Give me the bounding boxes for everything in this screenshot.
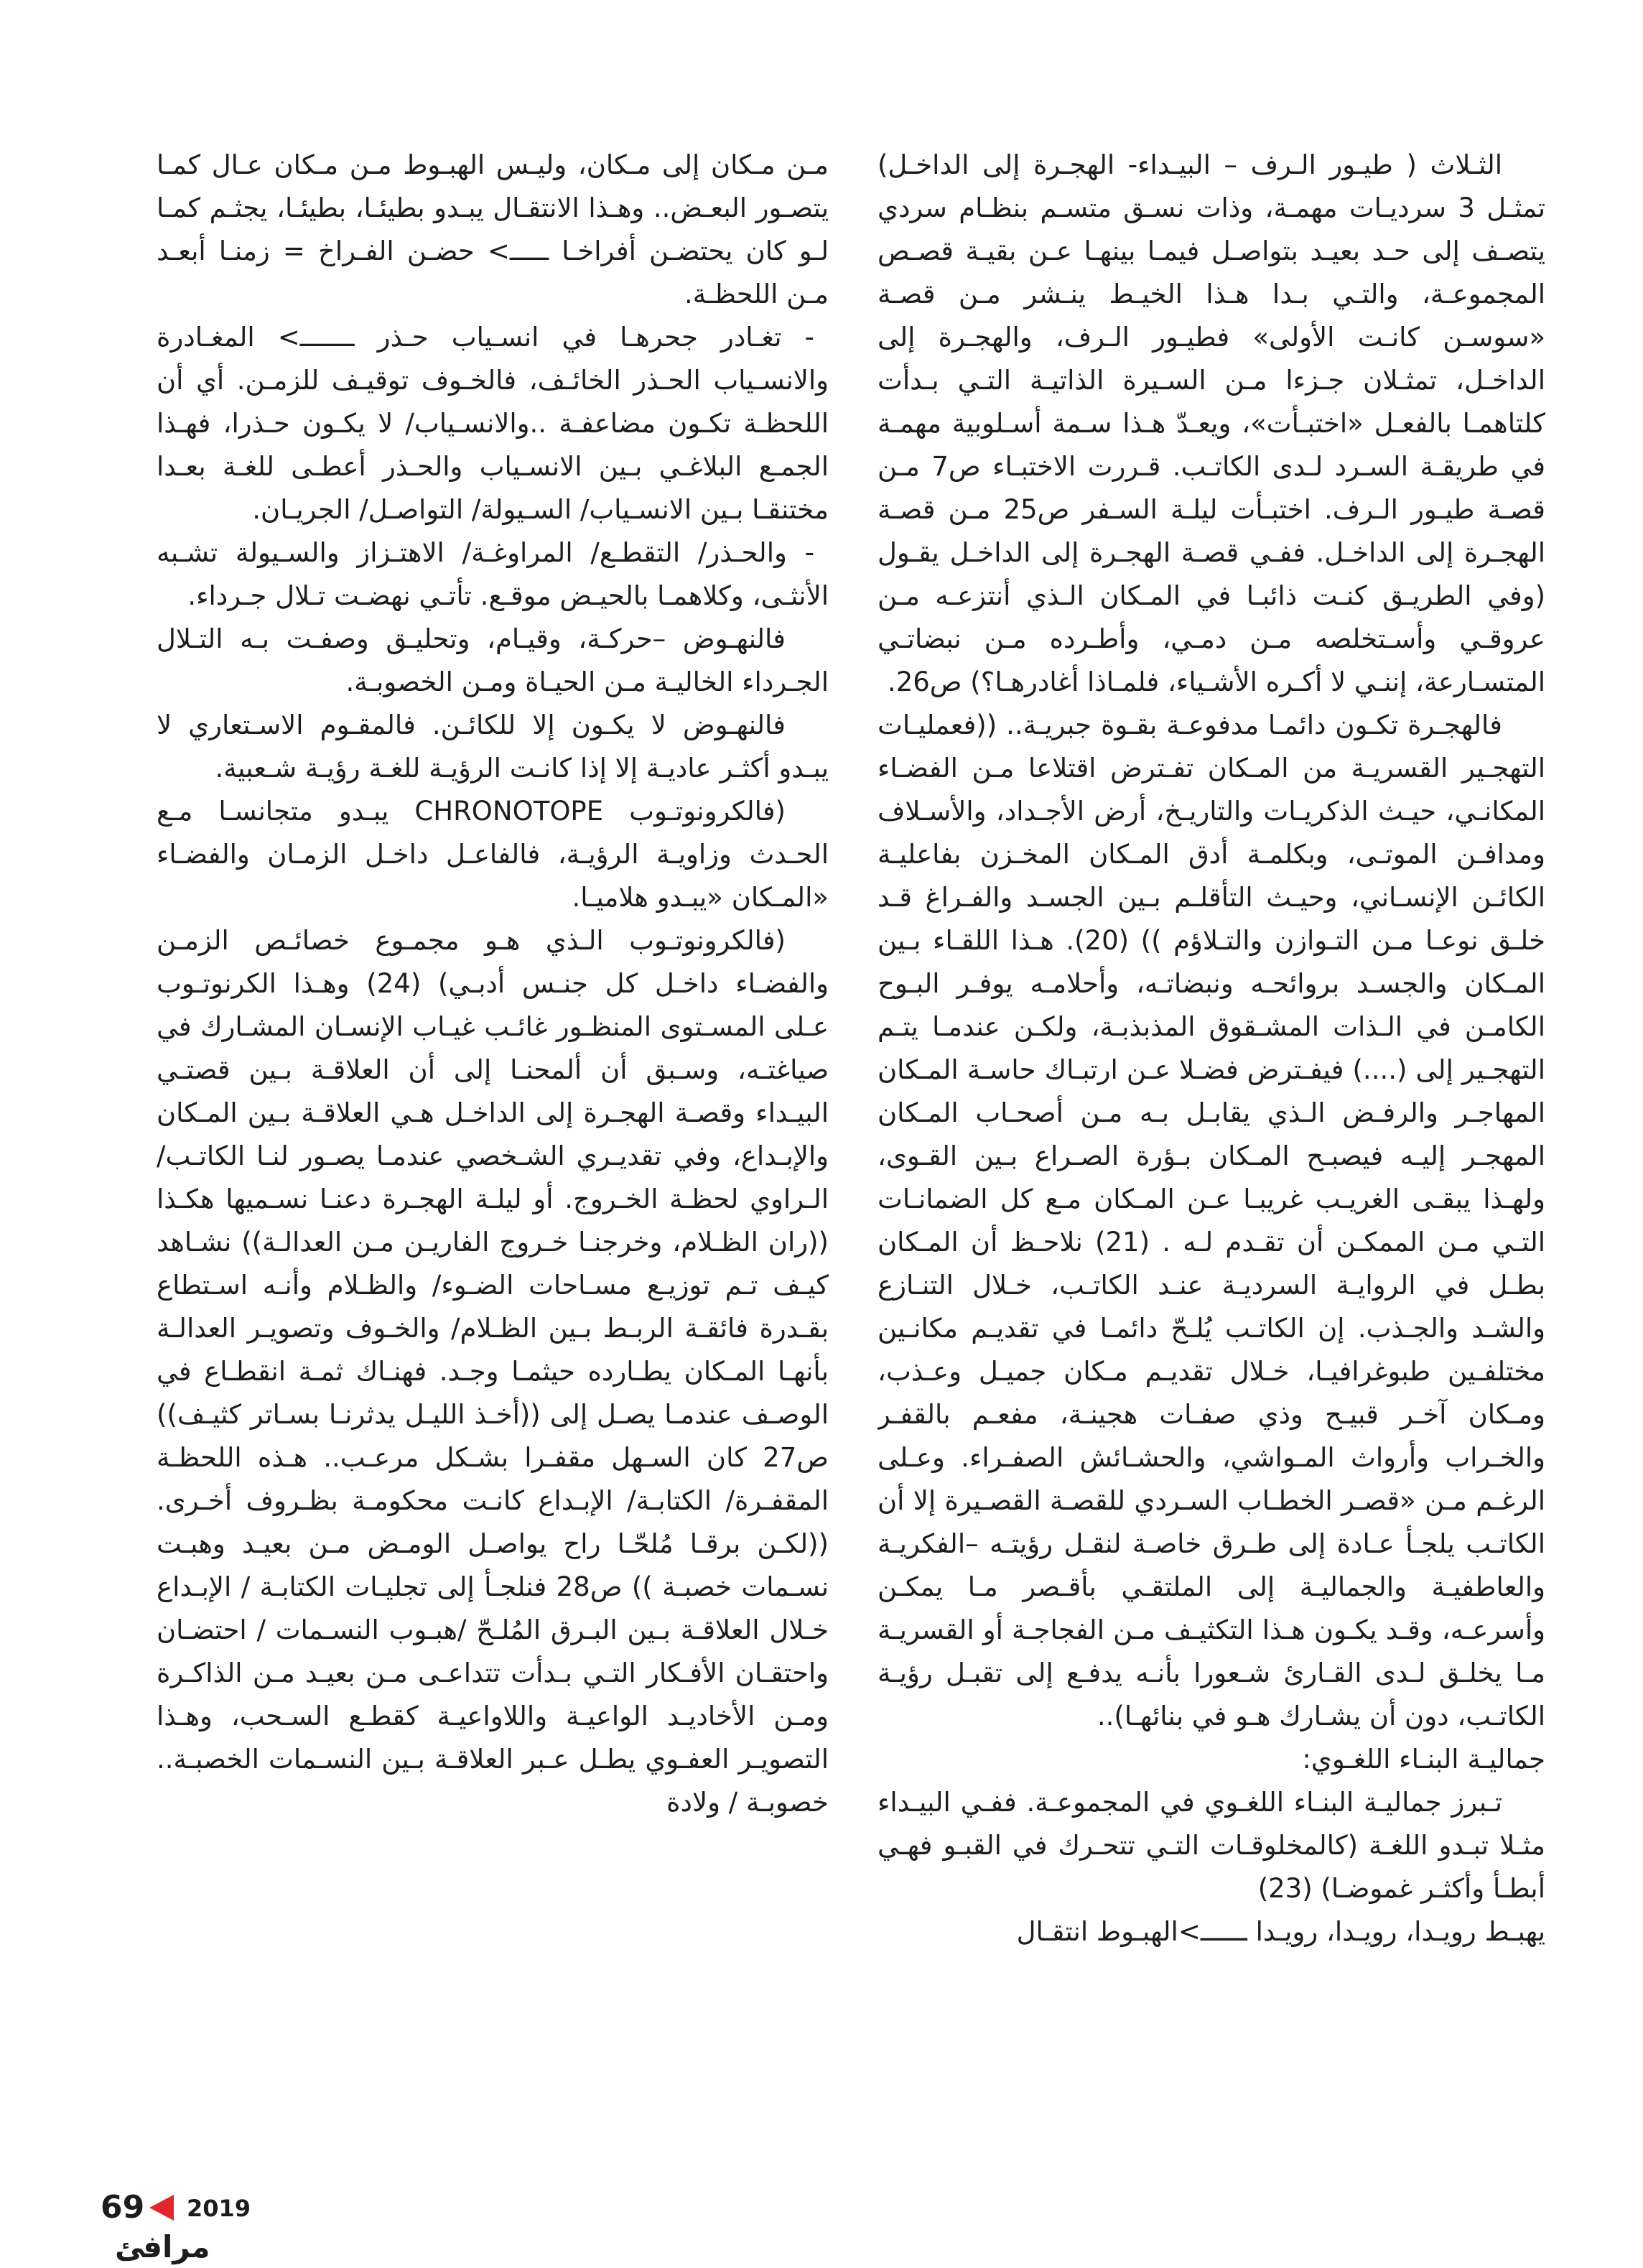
paragraph: فالهجـرة تكـون دائمـا مدفوعـة بقـوة جبريـة.. ((فعمليـات التهجـير القسريـة من المـكان تفـترض اقتلاعا مـن الفضـاء المكانـي، حيـث الذكريـات والتاريـخ، أرض الأجـداد، والأسـلاف ومدافـن الموتـى، وبكلمـة أدق المـكان المخـزن بفاعليـة الكائـن الإنسـاني، وحيـث التأقلـم بـين الجسـد والفـراغ قـد خلـق نوعـا مـن التـوازن والتـلاؤم )) (20). هـذا اللقـاء بـين المـكان والجسـد بروائحـه ونبضاتـه، وأحلامـه يوفـر البـوح الكامـن في الـذات المشـقوق المذبذبـة، ولكـن عندمـا يتـم التهجـير إلى (....) فيفـترض فضـلا عـن ارتبـاك حاسـة المـكان المهاجـر والرفـض الـذي يقابـل بـه مـن أصحـاب المـكان المهجـر إليـه فيصبـح المـكان بـؤرة الصـراع بـين القـوى، ولهـذا يبقـى الغريـب غريبـا عـن المـكان مـع كل الضمانـات التـي مـن الممكـن أن تقـدم لـه . (21) نلاحـظ أن المـكان بطـل في الروايـة السرديـة عنـد الكاتـب، خـلال التنـازع والشـد والجـذب. إن الكاتـب يُلـحّ دائمـا في تقديـم مكانـين مختلفـين طبوغرافيـا، خـلال تقديـم مـكان جميـل وعـذب، ومـكان آخـر قبيـح وذي صفـات هجينـة، مفعـم بالقفـر والخـراب وأرواث المـواشي، والحشـائش الصفـراء. وعـلى الرغـم مـن «قصـر الخطـاب السـردي للقصـة القصـيرة إلا أن الكاتـب يلجـأ عـادة إلى طـرق خاصـة لنقـل رؤيتـه –الفكريـة والعاطفيـة والجماليـة إلى الملتقـي بأقـصر مـا يمكـن وأسرعـه، وقـد يكـون هـذا التكثيـف مـن الفجاجـة أو القسريـة مـا يخلـق لـدى القـارئ شـعورا بأنـه يدفـع إلى تقبـل رؤيـة الكاتـب، دون أن يشـارك هـو في بنائهـا).. bbox=[878, 710, 1545, 1732]
paragraph: يهبـط رويـدا، رويـدا، رويـدا ــــــ>الهبـوط انتقـال bbox=[1016, 1916, 1545, 1947]
article-column-right bbox=[878, 144, 1545, 2083]
page-number: 69 bbox=[101, 2189, 145, 2226]
section-heading: جماليـة البنـاء اللغـوي: bbox=[1302, 1744, 1545, 1775]
article-column-left bbox=[157, 144, 829, 2083]
page-footer bbox=[72, 2189, 359, 2268]
paragraph: فالنهـوض لا يكـون إلا للكائـن. فالمقـوم الاسـتعاري لا يبـدو أكثـر عاديـة إلا إذا كانـت الرؤيـة للغـة رؤيـة شـعبية. bbox=[157, 710, 829, 784]
paragraph: - والحـذر/ التقطـع/ المراوغـة/ الاهتـزاز والسـيولة تشـبه الأنثـى، وكلاهمـا بالحيـض موقـع. تأتـي نهضـت تـلال جـرداء. bbox=[157, 537, 829, 611]
paragraph: تـبرز جماليـة البنـاء اللغـوي في المجموعـة. ففـي البيـداء مثـلا تبـدو اللغـة (كالمخلوقـات التـي تتحـرك في القبـو فهـي أبطـأ وأكثـر غموضـا) (23) bbox=[878, 1787, 1545, 1904]
paragraph: - تغـادر جحرهـا في انسـياب حـذر ـــــــ> المغـادرة والانسـياب الحـذر الخائـف، فالخـوف توقيـف للزمـن. أي أن اللحظـة تكـون مضاعفـة ..والانسـياب/ لا يكـون حـذرا، فهـذا الجمـع البلاغـي بـين الانسـياب والحـذر أعطـى للغـة بعـدا مختنقـا بـين الانسـياب/ السـيولة/ التواصـل/ الجريـان. bbox=[157, 322, 829, 525]
red-triangle-icon bbox=[149, 2195, 174, 2221]
paragraph: الثـلاث ( طيـور الـرف – البيـداء- الهجـرة إلى الداخـل) تمثـل 3 سرديـات مهمـة، وذات نسـق متسـم بنظـام سردي يتصـف إلى حـد بعيـد بتواصـل فيمـا بينهـا عـن بقيـة قصـص المجموعـة، والتـي بـدا هـذا الخيـط ينـشر مـن قصـة «سوسـن كانـت الأولى» فطيـور الـرف، والهجـرة إلى الداخـل، تمثـلان جـزءا مـن السـيرة الذاتيـة التـي بـدأت كلتاهمـا بالفعـل «اختبـأت»، ويعـدّ هـذا سـمة أسـلوبية مهمـة في طريقـة السـرد لـدى الكاتـب. قـررت الاختبـاء ص7 مـن قصـة طيـور الـرف. اختبـأت ليلـة السـفر ص25 مـن قصـة الهجـرة إلى الداخـل. ففـي قصـة الهجـرة إلى الداخـل يقـول (وفي الطريـق كنـت ذائبـا في المـكان الـذي أنتزعـه مـن عروقـي وأسـتخلصه مـن دمـي، وأطـرده مـن نبضاتـي المتسـارعة، إننـي لا أكـره الأشـياء، فلمـاذا أغادرهـا؟) ص26. bbox=[878, 149, 1545, 697]
paragraph: (فالكرونوتـوب الـذي هـو مجمـوع خصائـص الزمـن والفضـاء داخـل كل جنـس أدبـي) (24) وهـذا الكرنوتـوب عـلى المسـتوى المنظـور غائـب غيـاب الإنسـان المشـارك في صياغتـه، وسـبق أن ألمحنـا إلى أن العلاقـة بـين قصتـي البيـداء وقصـة الهجـرة إلى الداخـل هـي العلاقـة بـين المـكان والإبـداع، وفي تقديـري الشـخصي عندمـا يصـور لنـا الكاتـب/ الـراوي لحظـة الخـروج. أو ليلـة الهجـرة دعنـا نسـميها هكـذا ((ران الظـلام، وخرجنـا خـروج الفاريـن مـن العدالـة)) نشـاهد كيـف تـم توزيـع مسـاحات الضـوء/ والظـلام وأنـه اسـتطاع بقـدرة فائقـة الربـط بـين الظـلام/ والخـوف وتصويـر العدالـة بأنهـا المـكان يطـارده حيثمـا وجـد. فهنـاك ثمـة انقطـاع في الوصـف عندمـا يصـل إلى ((أخـذ الليـل يدثرنـا بسـاتر كثيـف)) ص27 كان السـهل مقفـرا بشـكل مرعـب.. هـذه اللحظـة المقفـرة/ الكتابـة/ الإبـداع كانـت محكومـة بظـروف أخـرى. ((لكـن برقـا مُلحّـا راح يواصـل الومـض مـن بعيـد وهبـت نسـمات خصبـة )) ص28 فنلجـأ إلى تجليـات الكتابـة / الإبـداع خـلال العلاقـة بـين البـرق المُلـحّ /هبـوب النسـمات / احتضـان واحتقـان الأفـكار التـي بـدأت تتداعـى مـن بعيـد مـن الذاكـرة ومـن الأخاديـد الواعيـة واللاواعيـة كقطـع السـحب، وهـذا التصويـر العفـوي يطـل عـبر العلاقـة بـين النسـمات الخصبـة.. خصوبـة / ولادة bbox=[157, 925, 829, 1818]
paragraph: مـن مـكان إلى مـكان، وليـس الهبـوط مـن مـكان عـال كمـا يتصـور البعـض.. وهـذا الانتقـال يبـدو بطيئـا، بطيئـا، يجثـم كمـا لـو كان يحتضـن أفراخـا ـــــ> حضـن الفـراخ = زمنـا أبعـد مـن اللحظـة. bbox=[157, 149, 829, 310]
paragraph: فالنهـوض –حركـة، وقيـام، وتحليـق وصفـت بـه التـلال الجـرداء الخاليـة مـن الحيـاة ومـن الخصوبـة. bbox=[157, 623, 829, 697]
issue-year: 2019 bbox=[187, 2195, 251, 2222]
paragraph: (فالكرونوتـوب CHRONOTOPE يبـدو متجانسـا مـع الحـدث وزاويـة الرؤيـة، فالفاعـل داخـل الزمـان والفضـاء «المـكان «يبـدو هلاميـا. bbox=[157, 796, 829, 913]
magazine-name: مرافئ bbox=[115, 2229, 210, 2264]
